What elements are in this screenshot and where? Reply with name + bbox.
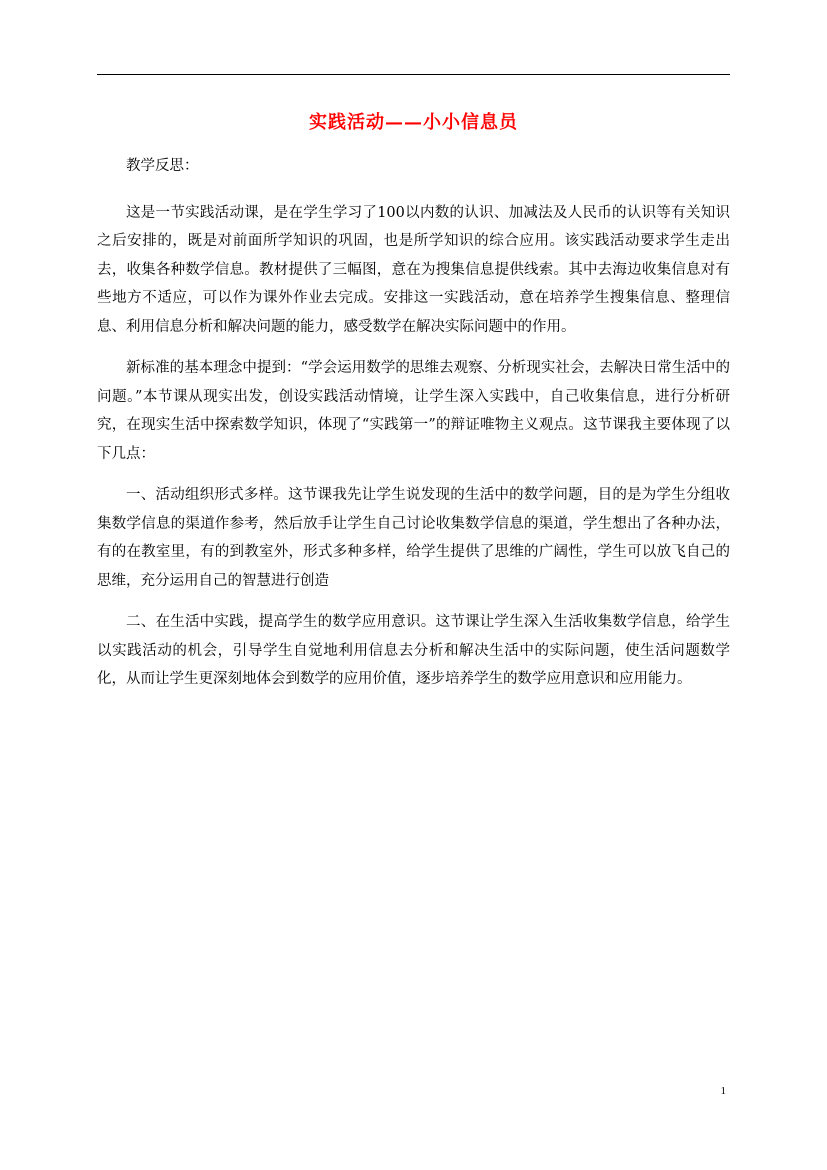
header-rule — [97, 74, 730, 75]
page-title: 实践活动——小小信息员 — [309, 112, 518, 133]
page-number: 1 — [720, 1085, 726, 1097]
paragraph-point-two: 二、在生活中实践，提高学生的数学应用意识。这节课让学生深入生活收集数学信息，给学生以实践活动的机会，引导学生自觉地利用信息去分析和解决生活中的实际问题，使生活问题数学化，从而让学生更深刻地体会到数学的应用价值，逐步培养学生的数学应用意识和应用能力。 — [97, 614, 730, 687]
section-label: 教学反思： — [126, 158, 199, 174]
document-body — [97, 152, 730, 707]
paragraph-intro: 这是一节实践活动课，是在学生学习了100以内数的认识、加减法及人民币的认识等有关知识之后安排的，既是对前面所学知识的巩固，也是所学知识的综合应用。该实践活动要求学生走出去，收集各种数学信息。教材提供了三幅图，意在为搜集信息提供线索。其中去海边收集信息对有些地方不适应，可以作为课外作业去完成。安排这一实践活动，意在培养学生搜集信息、整理信息、利用信息分析和解决问题的能力，感受数学在解决实际问题中的作用。 — [97, 204, 730, 335]
paragraph-point-one: 一、活动组织形式多样。这节课我先让学生说发现的生活中的数学问题，目的是为学生分组收集数学信息的渠道作参考，然后放手让学生自己讨论收集数学信息的渠道，学生想出了各种办法，有的在教室里，有的到教室外，形式多种多样，给学生提供了思维的广阔性，学生可以放飞自己的思维，充分运用自己的智慧进行创造 — [97, 487, 730, 589]
paragraph-standard: 新标准的基本理念中提到：“学会运用数学的思维去观察、分析现实社会，去解决日常生活中的问题。”本节课从现实出发，创设实践活动情境，让学生深入实践中，自己收集信息，进行分析研究，在现实生活中探索数学知识，体现了“实践第一”的辩证唯物主义观点。这节课我主要体现了以下几点： — [97, 360, 730, 462]
